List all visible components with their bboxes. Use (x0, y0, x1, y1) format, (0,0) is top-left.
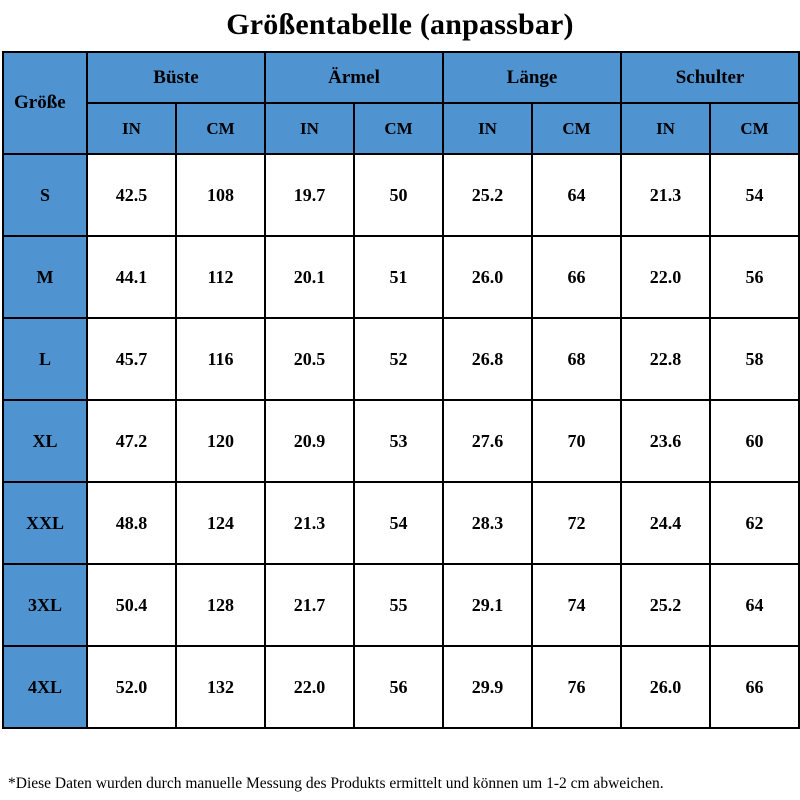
cell-aermel-cm: 54 (354, 482, 443, 564)
cell-buste-in: 42.5 (87, 154, 176, 236)
page-title: Größentabelle (anpassbar) (226, 8, 574, 41)
table-row (3, 482, 799, 564)
table-row (3, 646, 799, 728)
row-size-label: S (3, 154, 87, 236)
cell-aermel-cm: 53 (354, 400, 443, 482)
cell-schulter-cm: 64 (710, 564, 799, 646)
cell-aermel-in: 21.3 (265, 482, 354, 564)
cell-aermel-in: 21.7 (265, 564, 354, 646)
header-unit-schulter-cm: CM (710, 103, 799, 154)
header-unit-aermel-in: IN (265, 103, 354, 154)
cell-buste-in: 44.1 (87, 236, 176, 318)
table-header (3, 52, 799, 154)
table-row (3, 318, 799, 400)
cell-laenge-cm: 76 (532, 646, 621, 728)
table-row (3, 564, 799, 646)
header-unit-schulter-in: IN (621, 103, 710, 154)
cell-schulter-in: 22.8 (621, 318, 710, 400)
cell-aermel-in: 20.1 (265, 236, 354, 318)
header-unit-row (3, 103, 799, 154)
cell-laenge-cm: 72 (532, 482, 621, 564)
cell-buste-cm: 108 (176, 154, 265, 236)
cell-buste-in: 50.4 (87, 564, 176, 646)
cell-buste-cm: 124 (176, 482, 265, 564)
header-group-aermel: Ärmel (265, 52, 443, 103)
cell-buste-in: 52.0 (87, 646, 176, 728)
header-group-laenge: Länge (443, 52, 621, 103)
cell-schulter-in: 26.0 (621, 646, 710, 728)
cell-buste-in: 45.7 (87, 318, 176, 400)
cell-schulter-cm: 62 (710, 482, 799, 564)
header-group-row (3, 52, 799, 103)
cell-schulter-in: 25.2 (621, 564, 710, 646)
row-size-label: M (3, 236, 87, 318)
cell-laenge-in: 26.8 (443, 318, 532, 400)
cell-laenge-cm: 70 (532, 400, 621, 482)
footnote: *Diese Daten wurden durch manuelle Messung des Produkts ermittelt und können um 1-2 cm abweichen. (8, 775, 664, 793)
cell-laenge-cm: 68 (532, 318, 621, 400)
cell-schulter-cm: 54 (710, 154, 799, 236)
cell-schulter-in: 23.6 (621, 400, 710, 482)
row-size-label: XL (3, 400, 87, 482)
cell-laenge-in: 25.2 (443, 154, 532, 236)
header-unit-aermel-cm: CM (354, 103, 443, 154)
cell-buste-cm: 112 (176, 236, 265, 318)
size-table (2, 51, 800, 729)
header-unit-laenge-cm: CM (532, 103, 621, 154)
table-row (3, 236, 799, 318)
cell-schulter-cm: 58 (710, 318, 799, 400)
cell-buste-cm: 132 (176, 646, 265, 728)
header-size: Größe (3, 52, 87, 154)
header-unit-buste-in: IN (87, 103, 176, 154)
cell-buste-cm: 128 (176, 564, 265, 646)
header-group-buste: Büste (87, 52, 265, 103)
table-body (3, 154, 799, 728)
cell-aermel-in: 20.5 (265, 318, 354, 400)
cell-laenge-in: 26.0 (443, 236, 532, 318)
cell-aermel-cm: 51 (354, 236, 443, 318)
row-size-label: 4XL (3, 646, 87, 728)
cell-buste-cm: 116 (176, 318, 265, 400)
cell-aermel-in: 22.0 (265, 646, 354, 728)
row-size-label: L (3, 318, 87, 400)
cell-aermel-cm: 52 (354, 318, 443, 400)
row-size-label: 3XL (3, 564, 87, 646)
cell-aermel-cm: 55 (354, 564, 443, 646)
cell-buste-cm: 120 (176, 400, 265, 482)
cell-schulter-cm: 56 (710, 236, 799, 318)
cell-schulter-in: 24.4 (621, 482, 710, 564)
cell-aermel-in: 19.7 (265, 154, 354, 236)
cell-schulter-cm: 66 (710, 646, 799, 728)
cell-schulter-in: 21.3 (621, 154, 710, 236)
cell-schulter-cm: 60 (710, 400, 799, 482)
cell-laenge-in: 28.3 (443, 482, 532, 564)
cell-laenge-cm: 64 (532, 154, 621, 236)
cell-laenge-cm: 74 (532, 564, 621, 646)
table-row (3, 154, 799, 236)
cell-buste-in: 47.2 (87, 400, 176, 482)
cell-laenge-in: 27.6 (443, 400, 532, 482)
header-group-schulter: Schulter (621, 52, 799, 103)
header-unit-buste-cm: CM (176, 103, 265, 154)
cell-aermel-cm: 56 (354, 646, 443, 728)
cell-laenge-cm: 66 (532, 236, 621, 318)
cell-aermel-cm: 50 (354, 154, 443, 236)
size-table-container (0, 51, 800, 763)
cell-aermel-in: 20.9 (265, 400, 354, 482)
cell-schulter-in: 22.0 (621, 236, 710, 318)
table-row (3, 400, 799, 482)
header-unit-laenge-in: IN (443, 103, 532, 154)
cell-laenge-in: 29.1 (443, 564, 532, 646)
cell-buste-in: 48.8 (87, 482, 176, 564)
cell-laenge-in: 29.9 (443, 646, 532, 728)
row-size-label: XXL (3, 482, 87, 564)
